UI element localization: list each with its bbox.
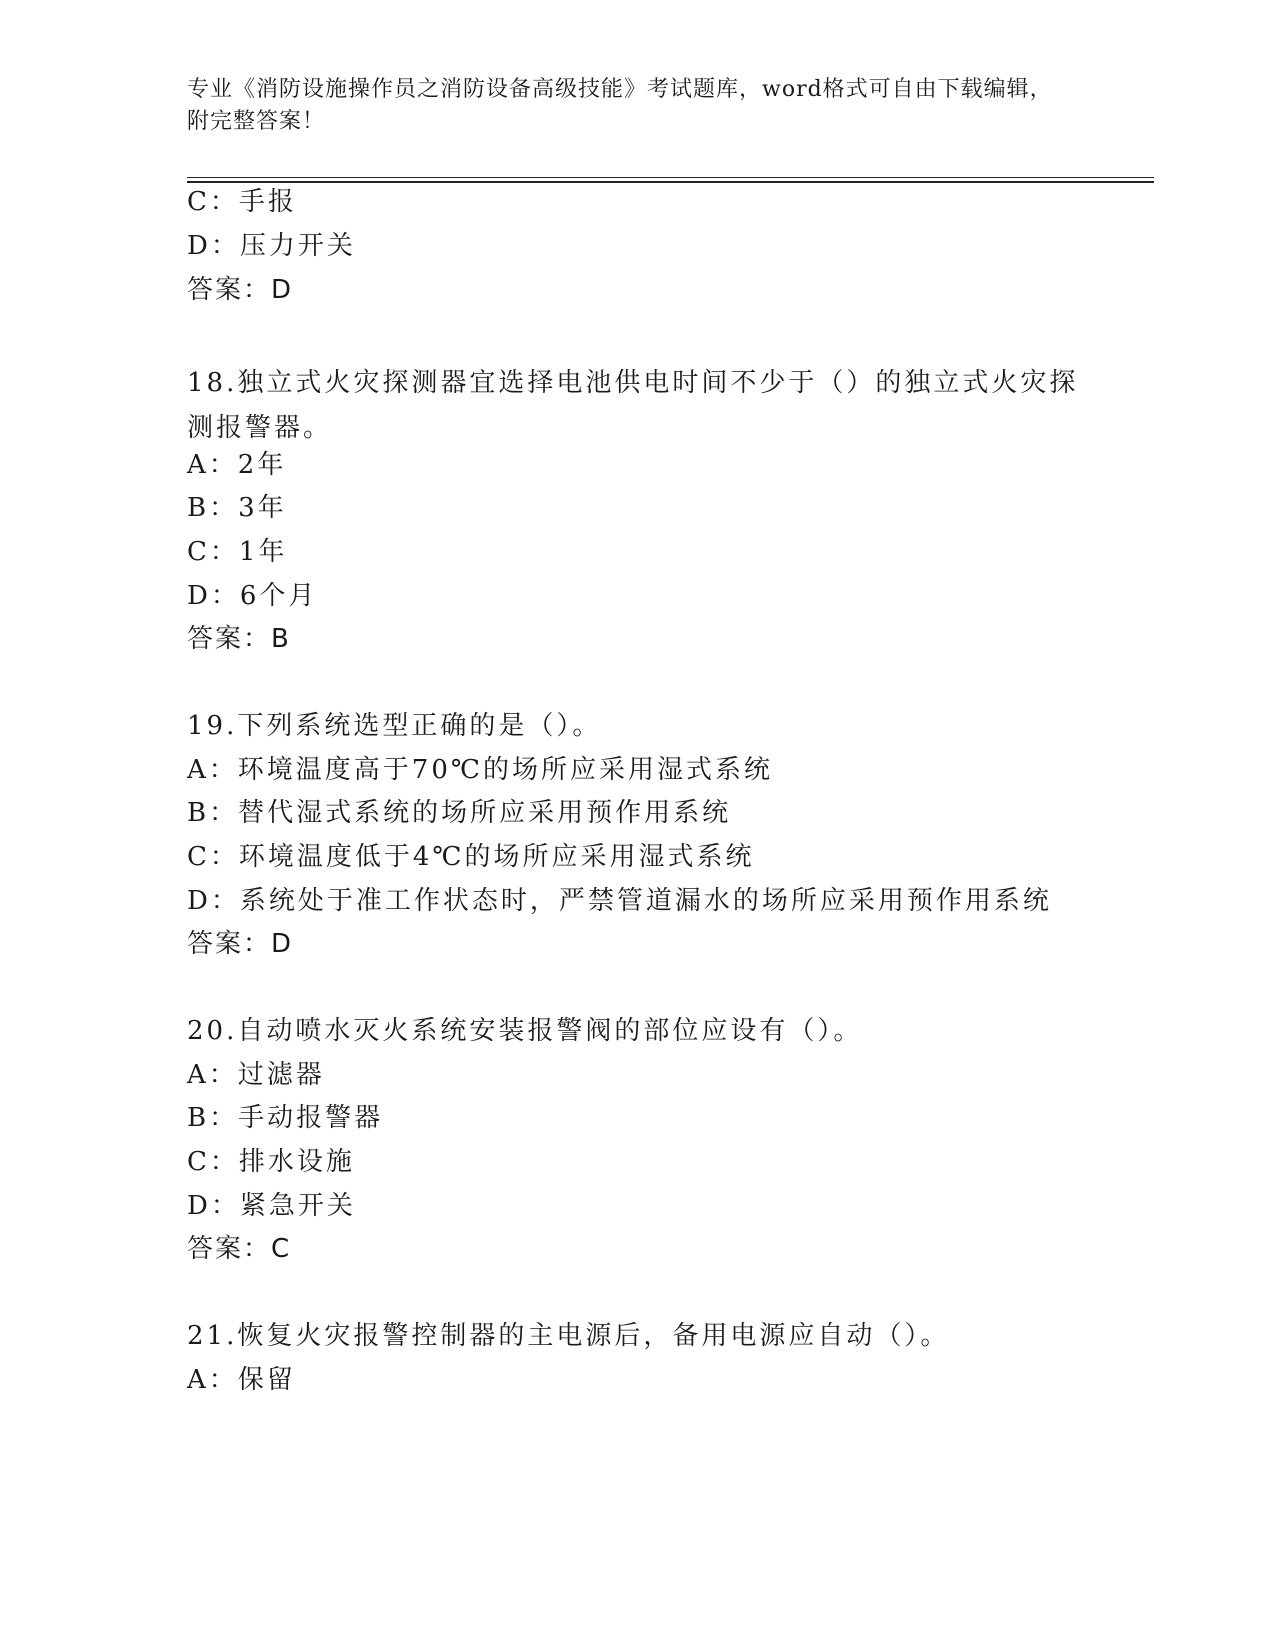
- prev-option-d: D：压力开关: [187, 231, 356, 261]
- prev-answer: 答案：D: [187, 275, 294, 305]
- question-19-option-b: B：替代湿式系统的场所应采用预作用系统: [187, 798, 732, 828]
- question-20-option-c: C：排水设施: [187, 1147, 355, 1177]
- header-divider-thin: [187, 177, 1154, 178]
- question-20-option-a: A：过滤器: [187, 1060, 325, 1090]
- question-19-text: 19.下列系统选型正确的是（）。: [187, 711, 602, 741]
- question-20-option-b: B：手动报警器: [187, 1103, 384, 1133]
- question-19-option-d: D：系统处于准工作状态时，严禁管道漏水的场所应采用预作用系统: [187, 886, 1052, 916]
- question-18-option-d: D：6个月: [187, 581, 318, 611]
- question-18-option-a: A：2年: [187, 450, 287, 480]
- question-18-answer: 答案：B: [187, 624, 291, 654]
- question-20-text: 20.自动喷水灭火系统安装报警阀的部位应设有（）。: [187, 1016, 863, 1046]
- header-divider-thick: [187, 181, 1154, 183]
- question-19-answer: 答案：D: [187, 929, 294, 959]
- prev-option-c: C：手报: [187, 187, 297, 217]
- question-18-option-c: C：1年: [187, 537, 288, 567]
- question-21-text: 21.恢复火灾报警控制器的主电源后，备用电源应自动（）。: [187, 1321, 950, 1351]
- question-19-option-a: A：环境温度高于70℃的场所应采用湿式系统: [187, 755, 773, 785]
- question-18-option-b: B：3年: [187, 493, 287, 523]
- question-20-option-d: D：紧急开关: [187, 1191, 356, 1221]
- question-19-option-c: C：环境温度低于4℃的场所应采用湿式系统: [187, 842, 755, 872]
- document-header: 专业《消防设施操作员之消防设备高级技能》考试题库，word格式可自由下载编辑，附完整答案！: [187, 77, 1053, 134]
- question-18-text: 18.独立式火灾探测器宜选择电池供电时间不少于（）的独立式火灾探测报警器。: [187, 368, 1079, 443]
- question-20-answer: 答案：C: [187, 1234, 292, 1264]
- question-21-option-a: A：保留: [187, 1365, 296, 1395]
